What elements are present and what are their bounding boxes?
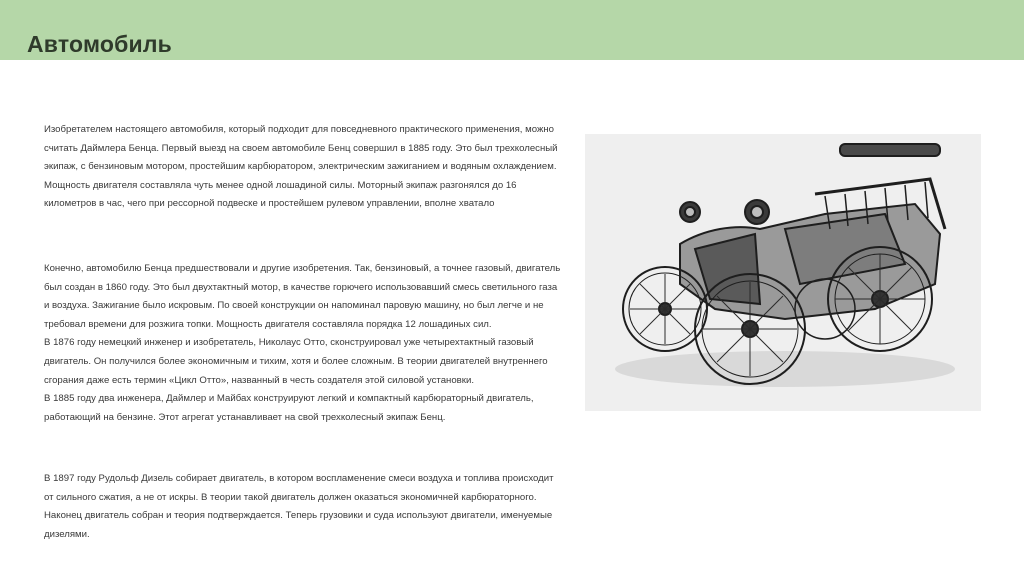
paragraph-block-2 [44,260,564,427]
paragraph-benz: Изобретателем настоящего автомобиля, который подходит для повседневного практического применения, можно считать Даймлера Бенца. Первый выезд на своем автомобиле Бенц совершил в 1885 году. Это был трехколесный экипаж, с бензиновым мотором, простейшим карбюратором, электрическим зажиганием и водяным охлаждением. Мощность двигателя составляла чуть менее одной лошадиной силы. Моторный экипаж разгонялся до 16 километров в час, чего при рессорной подвеске и простейшем рулевом управлении, вполне хватало [44,124,558,210]
paragraph-diesel: В 1897 году Рудольф Дизель собирает двигатель, в котором воспламенение смеси воздуха и топлива происходит от сильного сжатия, а не от искры. В теории такой двигатель должен оказаться экономичней карбюраторного. Наконец двигатель собран и теория подтверждается. Теперь грузовики и суда используют двигатели, именуемые дизелями. [44,473,554,540]
paragraph-block-1 [44,121,564,214]
paragraph-gas-engine: Конечно, автомобилю Бенца предшествовали и другие изобретения. Так, бензиновый, а точнее газовый, двигатель был создан в 1860 году. Это был двухтактный мотор, в качестве горючего использовавший смесь светильного газа и воздуха. Зажигание было искровым. По своей конструкции он напоминал паровую машину, но был легче и не требовал времени для розжига топки. Мощность двигателя составляла порядка 12 лошадиных сил. [44,263,561,330]
paragraph-otto: В 1876 году немецкий инженер и изобретатель, Николаус Отто, сконструировал уже четырехтактный газовый двигатель. Он получился более экономичным и тихим, хотя и более сложным. В теории двигателей внутреннего сгорания даже есть термин «Цикл Отто», названный в честь создателя этой силовой установки. [44,337,548,386]
slide-title: Автомобиль [27,31,173,57]
paragraph-block-3 [44,470,564,544]
paragraph-daimler-maybach: В 1885 году два инженера, Даймлер и Майбах конструируют легкий и компактный карбюраторный двигатель, работающий на бензине. Этот агрегат устанавливает на свой трехколесный экипаж Бенц. [44,393,534,423]
car-engraving [585,134,981,411]
antique-car-illustration [585,134,981,411]
